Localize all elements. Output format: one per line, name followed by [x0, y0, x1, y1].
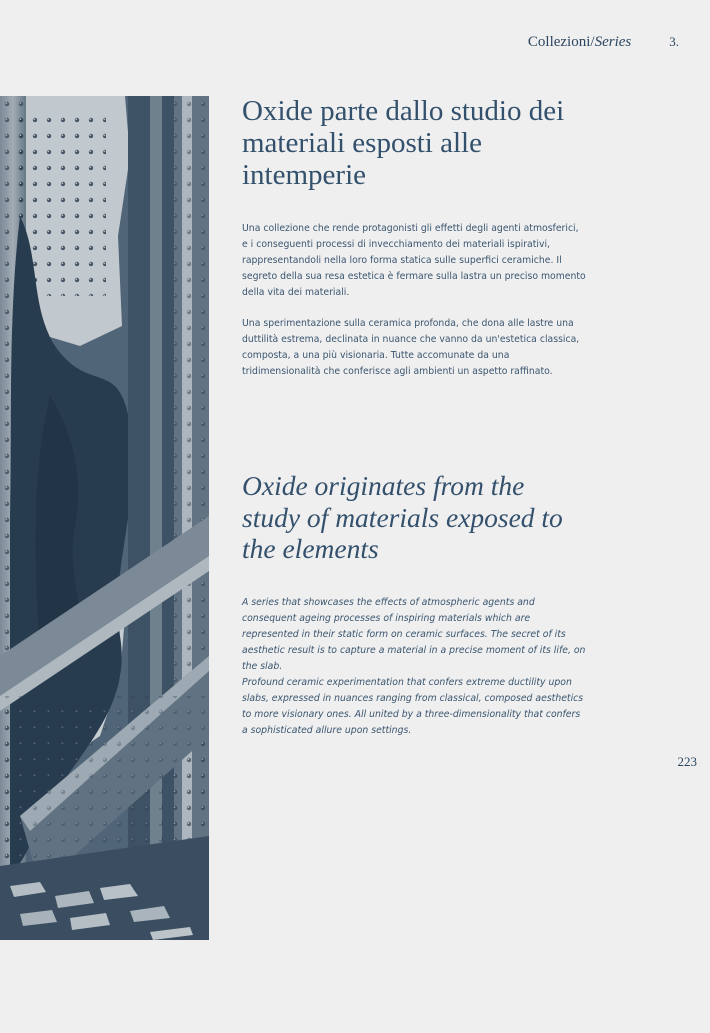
collection-label: Collezioni/: [527, 34, 595, 50]
english-paragraph-2: Profound ceramic experimentation that confers extreme ductility upon slabs, expressed in nuances ranging from classical, composed aesthetics to more visionary ones. All united by a three-dimensionality that confers a sophisticated allure upon settings.: [242, 677, 584, 736]
italian-title: Oxide parte dallo studio dei materiali esposti alle intemperie: [242, 95, 565, 191]
rusted-steel-photo: [0, 96, 209, 940]
page-number: 223: [677, 754, 697, 769]
page-header: [528, 34, 679, 51]
series-label: Series: [594, 34, 632, 50]
italian-paragraph-2: Una sperimentazione sulla ceramica profonda, che dona alle lastre una duttilità estrema, declinata in nuance che vanno da un'estetica classica, composta, a una più visionaria. Tutte accomunate da una tridimensionalità che conferisce agli ambienti un aspetto raffinato.: [242, 318, 580, 377]
italian-paragraph-1: Una collezione che rende protagonisti gli effetti degli agenti atmosferici, e i conseguenti processi di invecchiamento dei materiali ispirativi, rappresentandoli nella loro forma statica sulle superfici ceramiche. Il segreto della sua resa estetica è fermare sulla lastra un preciso momento della vita dei materiali.: [242, 223, 586, 298]
chapter-number: 3.: [669, 34, 679, 49]
english-paragraph-1: A series that showcases the effects of atmospheric agents and consequent ageing processes of inspiring materials which are represented in their static form on ceramic surfaces. The secret of its aesthetic result is to capture a material in a precise moment of its life, on the slab.: [242, 597, 586, 672]
english-title: Oxide originates from the study of materials exposed to the elements: [242, 470, 563, 564]
